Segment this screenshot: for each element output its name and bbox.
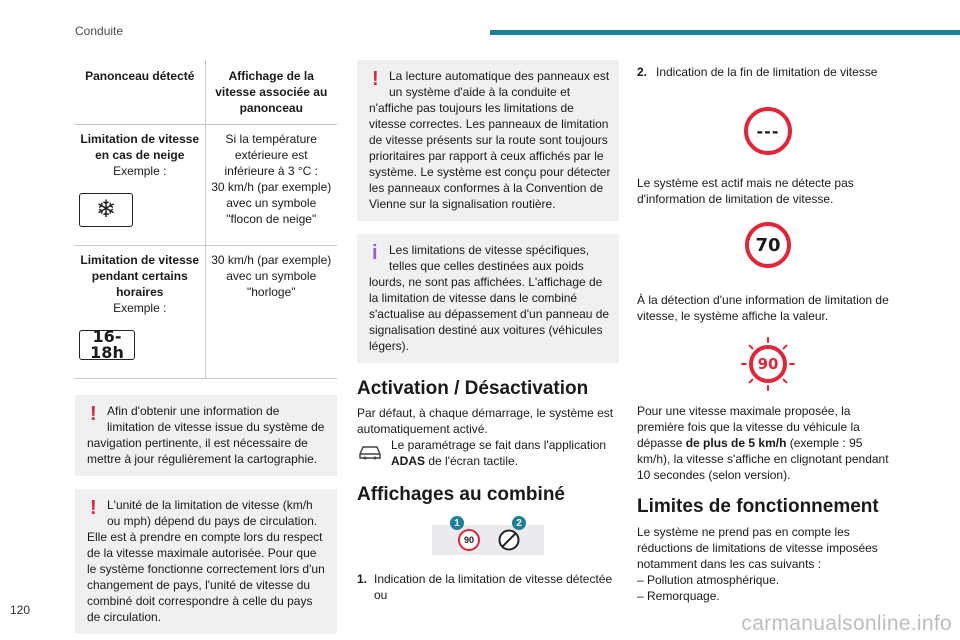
info-note-specific: [357, 234, 619, 363]
adas-text-post: de l'écran tactile.: [425, 454, 519, 468]
sign-table: [75, 60, 337, 379]
display-line: 30 km/h (par exemple): [211, 253, 332, 267]
warning-note-cartography: [75, 395, 337, 476]
row-title: Limitation de vitesse en cas de neige: [80, 132, 200, 162]
limits-heading: Limites de fonctionnement: [637, 496, 879, 517]
column-right: [637, 60, 899, 604]
row-example-label: Exemple :: [113, 301, 167, 315]
speed-limit-value: 90: [463, 535, 474, 545]
flashing-90-sign-icon: [741, 337, 795, 391]
display-item-2: [637, 64, 899, 80]
badge-1: 1: [450, 516, 464, 530]
warning-icon: !: [90, 403, 97, 425]
note-text-rest: n'affiche pas toujours les limitations de vitesse correctes. Les panneaux de limitation de vitesse présents sur la route sont toujours prioritaires par rapport à ceux affichés par le système. Le système est conçu pour détecter les panneaux conformes à la Convention de Vienne sur la signalisation routière.: [369, 101, 611, 211]
no-info-text: Le système est actif mais ne détecte pas d'information de limitation de vitesse.: [637, 176, 854, 206]
item-text: Indication de la fin de limitation de vitesse: [656, 65, 878, 79]
column-left: [75, 60, 337, 634]
table-row: [75, 125, 337, 246]
page-number: 120: [10, 603, 31, 617]
affichages-heading: Affichages au combiné: [357, 484, 565, 505]
sign-90-wrap: [637, 337, 899, 391]
text-90-pre: Pour une vitesse maximale proposée, la première fois que la vitesse du véhicule la dépasse: [637, 404, 860, 450]
table-header-display: Affichage de la vitesse associée au panonceau: [205, 60, 337, 125]
page-header-title: Conduite: [75, 24, 124, 38]
speed-limit-sign-icon: [458, 529, 480, 551]
display-line: Si la température extérieure est inférieure à 3 °C :: [224, 132, 318, 178]
display-line: avec un symbole "flocon de neige": [226, 196, 317, 226]
watermark: carmanualsonline.info: [741, 612, 952, 635]
item-number: 2.: [637, 65, 648, 79]
adas-text-bold: ADAS: [391, 454, 426, 468]
adas-app-note: [357, 437, 619, 469]
adas-text: [391, 437, 619, 469]
text-70: À la détection d'une information de limitation de vitesse, le système affiche la valeur.: [637, 293, 889, 323]
display-line: 30 km/h (par exemple): [211, 180, 332, 194]
activation-heading: Activation / Désactivation: [357, 378, 589, 399]
column-middle: [357, 60, 619, 603]
note-text-rest: Elle est à prendre en compte lors du respect de la vitesse maximale autorisée. Pour que le système fonctionne correctement lors d'un changement de pays, l'unité de vitesse du combiné doit correspondre à celle du pays de circulation.: [87, 530, 325, 624]
limits-item: – Pollution atmosphérique.: [637, 573, 780, 587]
note-text-first: Afin d'obtenir une information de limitation de vitesse issue du système de: [107, 404, 325, 434]
table-cell-display: [205, 246, 337, 379]
warning-icon: !: [372, 68, 379, 90]
sign-70-wrap: [637, 222, 899, 268]
item-text: Indication de la limitation de vitesse détectée ou: [374, 572, 613, 602]
activation-text: Par défaut, à chaque démarrage, le système est automatiquement activé.: [357, 406, 614, 436]
text-90: [637, 403, 899, 483]
no-info-sign-icon: [744, 107, 792, 155]
table-header-detected: Panonceau détecté: [75, 60, 205, 125]
item-number: 1.: [357, 572, 368, 586]
page-header-bar: [490, 30, 960, 35]
snowflake-icon: ❄: [79, 193, 133, 227]
display-item-1: [357, 571, 619, 603]
sign-90-text: 90: [757, 355, 779, 373]
text-90-post: (exemple : 95 km/h), la vitesse s'affiche en clignotant pendant 10 secondes (selon version).: [637, 436, 889, 482]
limits-item: – Remorquage.: [637, 589, 720, 603]
text-90-bold: de plus de 5 km/h: [685, 436, 787, 450]
warning-note-reading: [357, 60, 619, 221]
car-icon: [357, 443, 391, 466]
instrument-cluster-display: [432, 517, 544, 555]
sign-70-text: 70: [755, 234, 781, 256]
warning-icon: !: [90, 497, 97, 519]
adas-text-pre: Le paramétrage se fait dans l'application: [391, 438, 607, 452]
speed-70-sign-icon: [745, 222, 791, 268]
table-cell-sign: [75, 246, 205, 379]
table-cell-sign: [75, 125, 205, 246]
limits-text: Le système ne prend pas en compte les réductions de limitations de vitesse imposées notamment dans les cas suivants :: [637, 525, 878, 571]
note-text-rest: lourds, ne sont pas affichées. L'affichage de la limitation de vitesse dans le combiné s'actualise au dépassement d'un panneau de signalisation destiné aux voitures (véhicules légers).: [369, 275, 610, 353]
note-text-first: La lecture automatique des panneaux est un système d'aide à la conduite et: [389, 69, 610, 99]
end-of-limit-icon: [498, 529, 520, 551]
time-plate-icon: 16-18h: [79, 330, 135, 360]
row-title: Limitation de vitesse pendant certains horaires: [80, 253, 200, 299]
info-icon: i: [372, 242, 378, 264]
warning-note-units: [75, 489, 337, 634]
no-info-sign-wrap: [637, 107, 899, 155]
badge-2: 2: [512, 516, 526, 530]
note-text-first: L'unité de la limitation de vitesse (km/h ou mph) dépend du pays de circulation.: [107, 498, 318, 528]
table-cell-display: [205, 125, 337, 246]
no-info-sign-text: ---: [756, 121, 780, 141]
note-text-first: Les limitations de vitesse spécifiques, telles que celles destinées aux poids: [389, 243, 590, 273]
note-text-rest: navigation pertinente, il est nécessaire de mettre à jour régulièrement la cartographie.: [87, 436, 318, 466]
display-line: avec un symbole "horloge": [226, 269, 317, 299]
row-example-label: Exemple :: [113, 164, 167, 178]
table-header-row: [75, 60, 337, 125]
table-row: [75, 246, 337, 379]
